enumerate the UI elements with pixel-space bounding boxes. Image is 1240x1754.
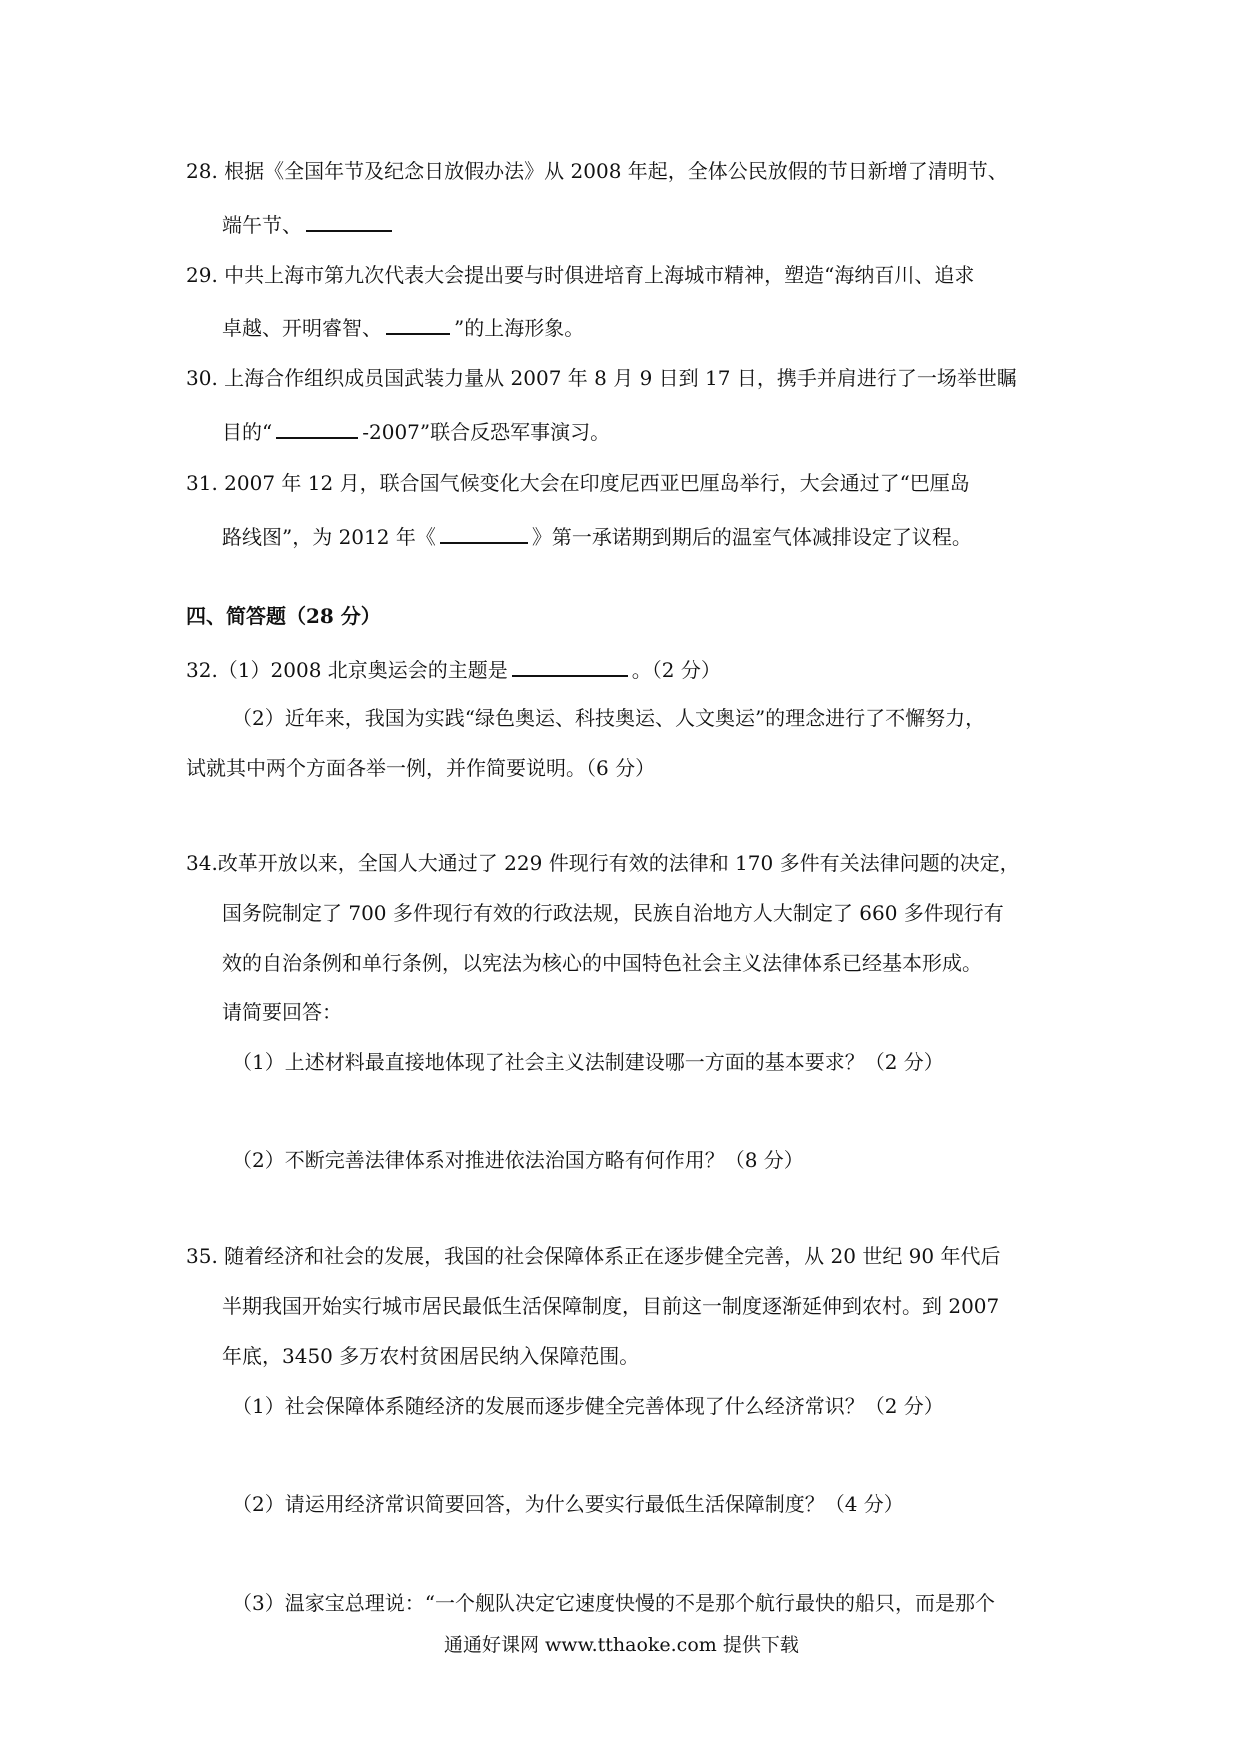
- q31-line2-after: 》第一承诺期到期后的温室气体减排设定了议程。: [531, 525, 972, 549]
- q32-part1: [186, 655, 721, 681]
- q32-part1-before: 32.（1）2008 北京奥运会的主题是: [186, 658, 508, 682]
- q31-line2: [222, 522, 972, 548]
- q35-sub1: （1）社会保障体系随经济的发展而逐步健全完善体现了什么经济常识？（2 分）: [232, 1394, 944, 1418]
- q30-line1: 30. 上海合作组织成员国武装力量从 2007 年 8 月 9 日到 17 日，携手并肩进行了一场举世瞩: [186, 366, 1017, 390]
- q34-line1: 34.改革开放以来，全国人大通过了 229 件现行有效的法律和 170 多件有关法律问题的决定，: [186, 851, 1020, 875]
- q29-line2: [222, 313, 584, 339]
- q35-sub3: （3）温家宝总理说：“一个舰队决定它速度快慢的不是那个航行最快的船只，而是那个: [232, 1591, 995, 1615]
- q30-answer-blank: [276, 417, 358, 439]
- q31-answer-blank: [440, 522, 528, 544]
- q31-line2-before: 路线图”，为 2012 年《: [222, 525, 436, 549]
- section-heading: 四、简答题（28 分）: [186, 604, 381, 628]
- q34-line4: 请简要回答：: [222, 1000, 342, 1024]
- q35-line2: 半期我国开始实行城市居民最低生活保障制度，目前这一制度逐渐延伸到农村。到 2007: [222, 1294, 1000, 1318]
- q29-line1: 29. 中共上海市第九次代表大会提出要与时俱进培育上海城市精神，塑造“海纳百川、追求: [186, 263, 975, 287]
- q28-line1: 28. 根据《全国年节及纪念日放假办法》从 2008 年起，全体公民放假的节日新增了清明节、: [186, 159, 1008, 183]
- q28-line2-text: 端午节、: [222, 213, 302, 237]
- q28-line2: [222, 210, 396, 236]
- q32-answer-blank: [512, 655, 628, 677]
- q29-answer-blank: [386, 313, 450, 335]
- q35-sub2: （2）请运用经济常识简要回答，为什么要实行最低生活保障制度？（4 分）: [232, 1492, 904, 1516]
- q35-line3: 年底，3450 多万农村贫困居民纳入保障范围。: [222, 1344, 640, 1368]
- q31-line1: 31. 2007 年 12 月，联合国气候变化大会在印度尼西亚巴厘岛举行，大会通过了“巴厘岛: [186, 471, 970, 495]
- q30-line2-after: -2007”联合反恐军事演习。: [362, 420, 611, 444]
- q32-part2-line1: （2）近年来，我国为实践“绿色奥运、科技奥运、人文奥运”的理念进行了不懈努力，: [232, 706, 986, 730]
- q28-answer-blank: [306, 210, 392, 232]
- q30-line2: [222, 417, 610, 443]
- q34-line3: 效的自治条例和单行条例，以宪法为核心的中国特色社会主义法律体系已经基本形成。: [222, 951, 982, 975]
- q34-sub2: （2）不断完善法律体系对推进依法治国方略有何作用？（8 分）: [232, 1148, 804, 1172]
- q29-line2-after: ”的上海形象。: [454, 316, 585, 340]
- q35-line1: 35. 随着经济和社会的发展，我国的社会保障体系正在逐步健全完善，从 20 世纪 90 年代后: [186, 1244, 1001, 1268]
- page-footer: 通通好课网 www.tthaoke.com 提供下载: [444, 1634, 799, 1656]
- q30-line2-before: 目的“: [222, 420, 273, 444]
- q34-sub1: （1）上述材料最直接地体现了社会主义法制建设哪一方面的基本要求？（2 分）: [232, 1050, 944, 1074]
- q32-part1-after: 。（2 分）: [631, 658, 721, 682]
- q34-line2: 国务院制定了 700 多件现行有效的行政法规，民族自治地方人大制定了 660 多件现行有: [222, 901, 1004, 925]
- q29-line2-before: 卓越、开明睿智、: [222, 316, 382, 340]
- q32-part2-line2: 试就其中两个方面各举一例，并作简要说明。（6 分）: [186, 756, 656, 780]
